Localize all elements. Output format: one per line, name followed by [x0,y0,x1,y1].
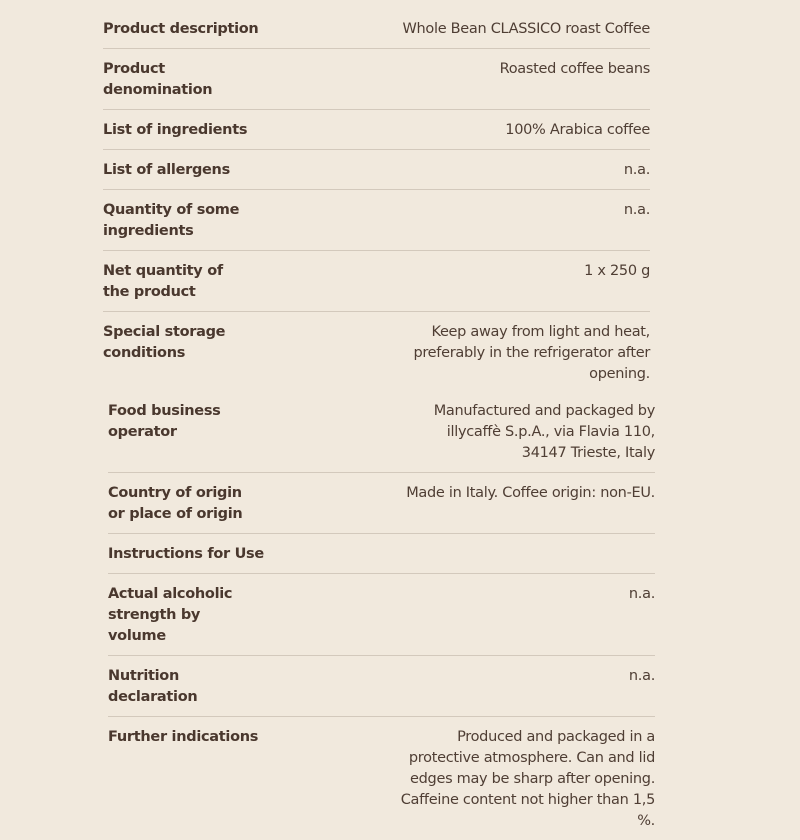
label: Product description [103,21,259,37]
label: List of ingredients [103,122,248,138]
value: Whole Bean CLASSICO roast Coffee [402,21,650,37]
row-instructions [108,534,655,574]
value: 100% Arabica coffee [505,122,650,138]
value: n.a. [623,162,650,178]
product-info-table-2 [108,391,655,840]
value: n.a. [628,668,655,684]
row-ingredients [103,110,650,150]
value: n.a. [628,586,655,602]
value: n.a. [623,202,650,218]
value [385,544,655,565]
label: Net quantity of the product [103,263,223,300]
row-storage [103,312,650,393]
value: Manufactured and packaged by illycaffè S.p.A., via Flavia 110, 34147 Trieste, Italy [433,403,655,461]
label: Quantity of some ingredients [103,202,240,239]
label: Nutrition declaration [108,668,198,705]
value: Made in Italy. Coffee origin: non-EU. [406,485,655,501]
value: Produced and packaged in a protective atmosphere. Can and lid edges may be sharp after opening. Caffeine content not higher than 1,5 %. [400,729,655,829]
row-product-denomination [103,49,650,110]
label: Food business operator [108,403,221,440]
label: Further indications [108,729,259,745]
product-info-table-1 [103,9,650,393]
row-product-description [103,9,650,49]
label: List of allergens [103,162,230,178]
row-quantity-ingredients [103,190,650,251]
label: Instructions for Use [108,546,264,562]
row-allergens [103,150,650,190]
value: Roasted coffee beans [499,61,650,77]
row-net-quantity [103,251,650,312]
value: Keep away from light and heat, preferably in the refrigerator after opening. [413,324,650,382]
label: Country of origin or place of origin [108,485,243,522]
label: Special storage conditions [103,324,226,361]
row-further-indications [108,717,655,840]
label: Product denomination [103,61,213,98]
row-nutrition [108,656,655,717]
row-food-business-operator [108,391,655,473]
label: Actual alcoholic strength by volume [108,586,233,644]
row-alcoholic-strength [108,574,655,656]
row-country-of-origin [108,473,655,534]
value: 1 x 250 g [584,263,650,279]
